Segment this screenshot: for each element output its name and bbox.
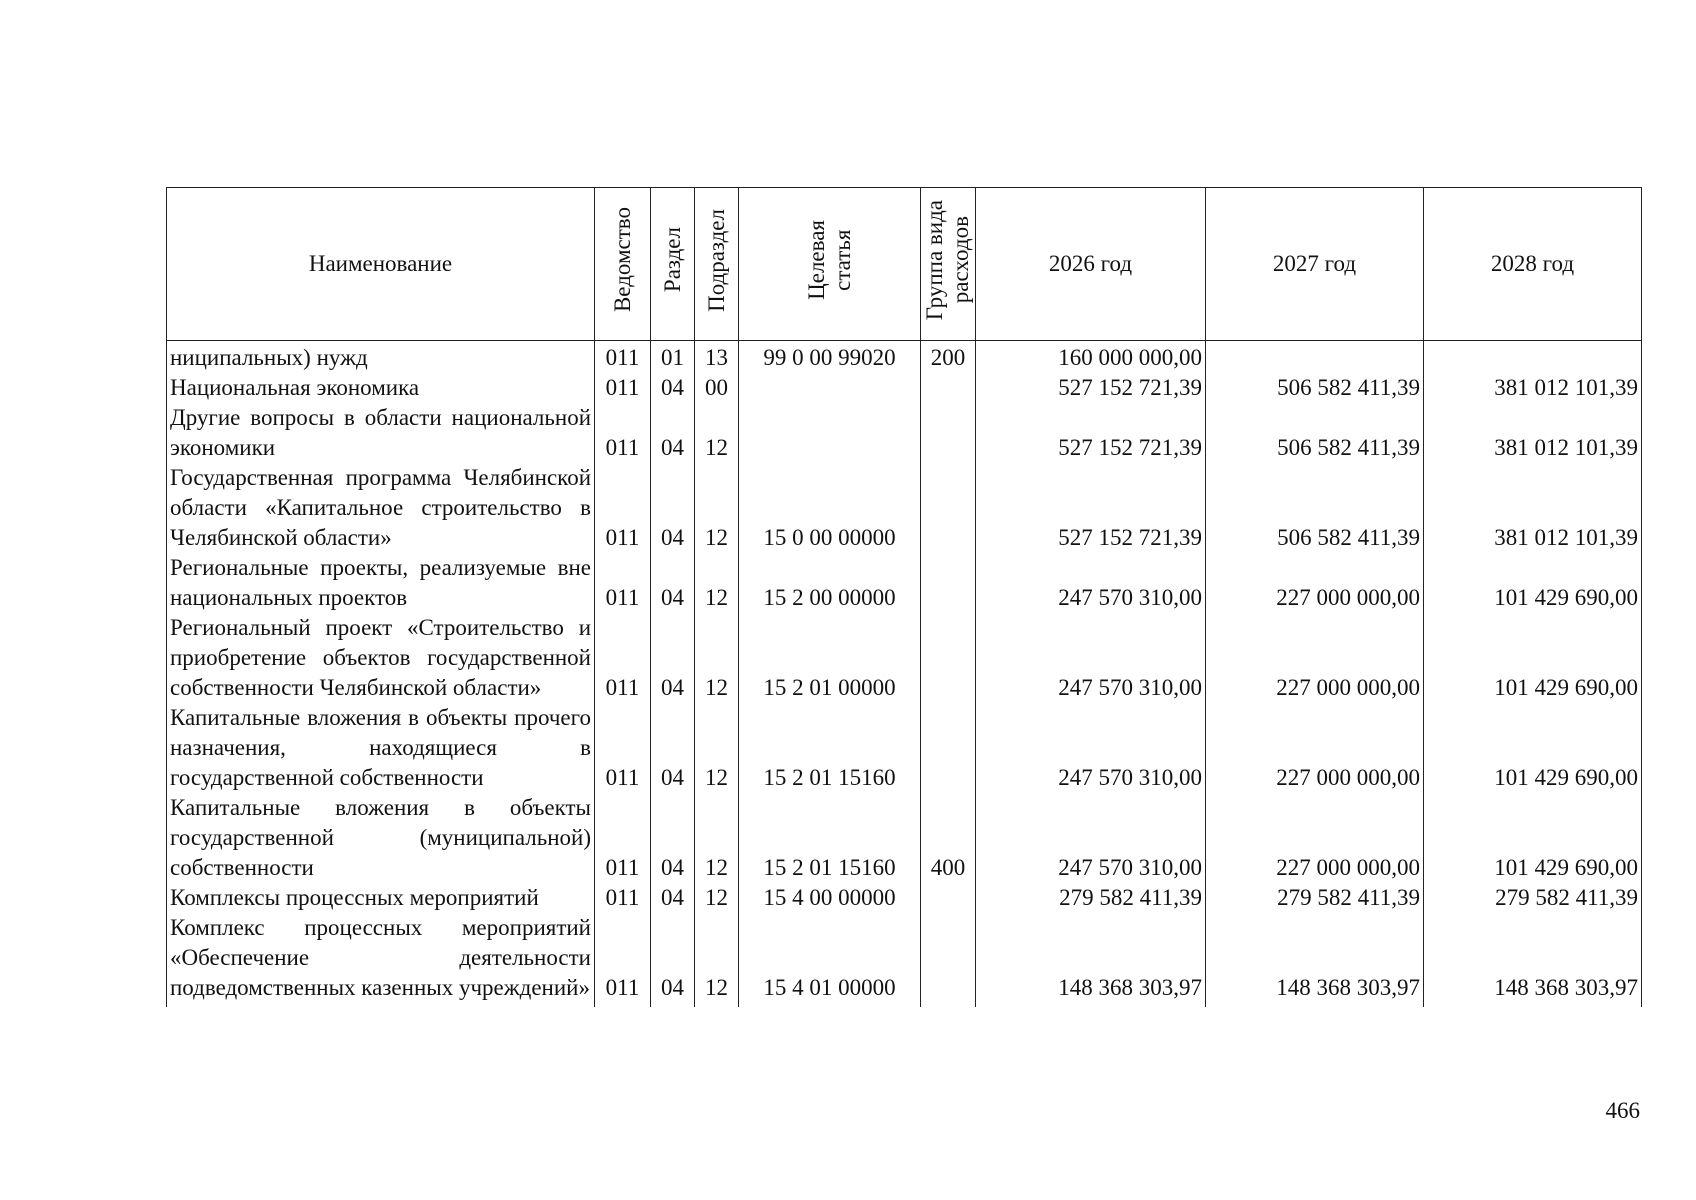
cell-section: 01 — [651, 341, 695, 374]
cell-section: 04 — [651, 373, 695, 403]
table-row — [167, 613, 1642, 703]
cell-y2028: 279 582 411,39 — [1424, 883, 1642, 913]
cell-section: 04 — [651, 463, 695, 553]
cell-y2027: 506 582 411,39 — [1206, 463, 1424, 553]
cell-name: Государственная программа Челябинской области «Капитальное строительство в Челябинской области» — [167, 463, 595, 553]
table-row — [167, 341, 1642, 374]
cell-dept: 011 — [595, 463, 651, 553]
cell-group — [921, 553, 976, 613]
cell-y2027: 148 368 303,97 — [1206, 913, 1424, 1007]
cell-y2028: 381 012 101,39 — [1424, 403, 1642, 463]
cell-dept: 011 — [595, 913, 651, 1007]
cell-name: ниципальных) нужд — [167, 341, 595, 374]
cell-group — [921, 403, 976, 463]
cell-section: 04 — [651, 883, 695, 913]
cell-dept: 011 — [595, 553, 651, 613]
cell-y2028: 381 012 101,39 — [1424, 463, 1642, 553]
table-row — [167, 913, 1642, 1007]
cell-subsection: 12 — [695, 703, 739, 793]
header-2027-label: 2027 год — [1272, 251, 1357, 276]
header-subsection-label: Подраздел — [703, 208, 729, 312]
page-number: 466 — [1605, 1098, 1640, 1123]
cell-y2027: 227 000 000,00 — [1206, 703, 1424, 793]
cell-section: 04 — [651, 613, 695, 703]
table-row — [167, 403, 1642, 463]
cell-y2026: 247 570 310,00 — [976, 793, 1206, 883]
cell-y2028: 148 368 303,97 — [1424, 913, 1642, 1007]
header-name-label: Наименование — [308, 251, 453, 276]
cell-subsection: 12 — [695, 553, 739, 613]
header-target — [739, 188, 921, 341]
header-group-label: Группа вида расходов — [922, 199, 973, 321]
cell-y2028: 101 429 690,00 — [1424, 613, 1642, 703]
cell-subsection: 12 — [695, 913, 739, 1007]
table-body — [167, 341, 1642, 1008]
cell-target: 15 4 00 00000 — [739, 883, 921, 913]
cell-dept: 011 — [595, 703, 651, 793]
cell-subsection: 12 — [695, 403, 739, 463]
cell-section: 04 — [651, 553, 695, 613]
cell-name: Капитальные вложения в объекты прочего назначения, находящиеся в государственной собственности — [167, 703, 595, 793]
cell-group — [921, 463, 976, 553]
cell-subsection: 00 — [695, 373, 739, 403]
cell-group: 400 — [921, 793, 976, 883]
cell-name: Другие вопросы в области национальной экономики — [167, 403, 595, 463]
cell-target: 15 2 01 00000 — [739, 613, 921, 703]
cell-y2026: 247 570 310,00 — [976, 703, 1206, 793]
cell-group — [921, 373, 976, 403]
table-row — [167, 703, 1642, 793]
cell-target — [739, 373, 921, 403]
cell-y2027: 227 000 000,00 — [1206, 793, 1424, 883]
cell-y2027: 506 582 411,39 — [1206, 373, 1424, 403]
cell-y2027 — [1206, 341, 1424, 374]
header-2026 — [976, 188, 1206, 341]
cell-target: 15 0 00 00000 — [739, 463, 921, 553]
cell-section: 04 — [651, 403, 695, 463]
cell-target — [739, 403, 921, 463]
cell-dept: 011 — [595, 341, 651, 374]
cell-y2028: 381 012 101,39 — [1424, 373, 1642, 403]
cell-name: Капитальные вложения в объекты государственной (муниципальной) собственности — [167, 793, 595, 883]
cell-y2028: 101 429 690,00 — [1424, 793, 1642, 883]
cell-group — [921, 703, 976, 793]
cell-y2028 — [1424, 341, 1642, 374]
cell-section: 04 — [651, 913, 695, 1007]
cell-y2027: 227 000 000,00 — [1206, 613, 1424, 703]
header-2028-label: 2028 год — [1490, 251, 1575, 276]
cell-y2026: 527 152 721,39 — [976, 463, 1206, 553]
cell-section: 04 — [651, 793, 695, 883]
cell-y2026: 160 000 000,00 — [976, 341, 1206, 374]
cell-y2028: 101 429 690,00 — [1424, 553, 1642, 613]
table-row — [167, 883, 1642, 913]
cell-subsection: 12 — [695, 883, 739, 913]
header-target-label: Целевая статья — [803, 220, 855, 300]
cell-dept: 011 — [595, 373, 651, 403]
table-row — [167, 373, 1642, 403]
header-dept-label: Ведомство — [609, 207, 635, 313]
table-row — [167, 793, 1642, 883]
cell-subsection: 12 — [695, 793, 739, 883]
cell-y2026: 279 582 411,39 — [976, 883, 1206, 913]
cell-name: Национальная экономика — [167, 373, 595, 403]
cell-group — [921, 883, 976, 913]
header-2027 — [1206, 188, 1424, 341]
cell-group: 200 — [921, 341, 976, 374]
cell-group — [921, 913, 976, 1007]
cell-target: 99 0 00 99020 — [739, 341, 921, 374]
cell-y2028: 101 429 690,00 — [1424, 703, 1642, 793]
header-section — [651, 188, 695, 341]
table-row — [167, 553, 1642, 613]
cell-name: Комплекс процессных мероприятий «Обеспечение деятельности подведомственных казенных учреждений» — [167, 913, 595, 1007]
cell-y2026: 527 152 721,39 — [976, 403, 1206, 463]
cell-y2027: 506 582 411,39 — [1206, 403, 1424, 463]
cell-y2026: 247 570 310,00 — [976, 613, 1206, 703]
cell-dept: 011 — [595, 793, 651, 883]
budget-table — [166, 187, 1642, 1007]
header-group — [921, 188, 976, 341]
cell-dept: 011 — [595, 613, 651, 703]
cell-dept: 011 — [595, 883, 651, 913]
cell-target: 15 2 01 15160 — [739, 793, 921, 883]
cell-subsection: 13 — [695, 341, 739, 374]
header-row — [167, 188, 1642, 341]
cell-subsection: 12 — [695, 463, 739, 553]
header-section-label: Раздел — [659, 227, 685, 293]
cell-name: Региональные проекты, реализуемые вне национальных проектов — [167, 553, 595, 613]
cell-name: Региональный проект «Строительство и приобретение объектов государственной собственности Челябинской области» — [167, 613, 595, 703]
cell-name: Комплексы процессных мероприятий — [167, 883, 595, 913]
header-dept — [595, 188, 651, 341]
cell-target: 15 2 01 15160 — [739, 703, 921, 793]
cell-section: 04 — [651, 703, 695, 793]
header-name — [167, 188, 595, 341]
cell-subsection: 12 — [695, 613, 739, 703]
cell-dept: 011 — [595, 403, 651, 463]
cell-target: 15 2 00 00000 — [739, 553, 921, 613]
cell-y2027: 227 000 000,00 — [1206, 553, 1424, 613]
header-2028 — [1424, 188, 1642, 341]
cell-y2026: 527 152 721,39 — [976, 373, 1206, 403]
header-2026-label: 2026 год — [1048, 251, 1133, 276]
table-row — [167, 463, 1642, 553]
cell-y2027: 279 582 411,39 — [1206, 883, 1424, 913]
header-subsection — [695, 188, 739, 341]
cell-group — [921, 613, 976, 703]
cell-y2026: 247 570 310,00 — [976, 553, 1206, 613]
cell-target: 15 4 01 00000 — [739, 913, 921, 1007]
cell-y2026: 148 368 303,97 — [976, 913, 1206, 1007]
